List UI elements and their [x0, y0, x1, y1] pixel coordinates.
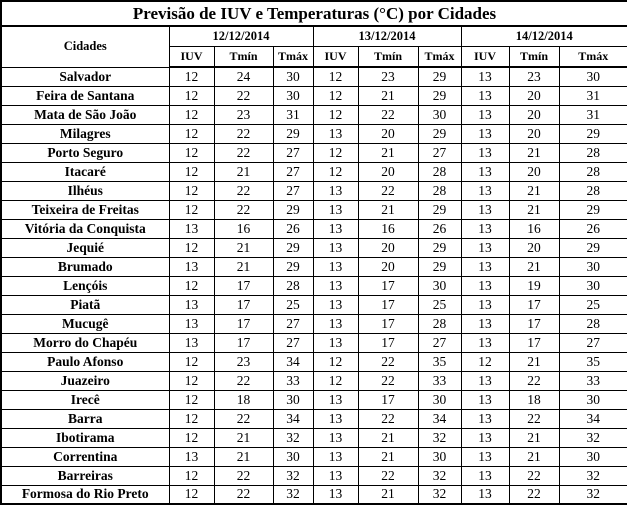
city-cell: Mata de São João — [1, 105, 169, 124]
city-cell: Morro do Chapéu — [1, 333, 169, 352]
value-cell: 31 — [559, 86, 627, 105]
value-cell: 29 — [559, 238, 627, 257]
value-cell: 30 — [559, 276, 627, 295]
value-cell: 21 — [214, 447, 273, 466]
value-cell: 29 — [418, 200, 461, 219]
city-cell: Jequié — [1, 238, 169, 257]
value-cell: 12 — [169, 390, 214, 409]
value-cell: 35 — [559, 352, 627, 371]
value-cell: 21 — [509, 352, 559, 371]
table-row — [1, 219, 627, 238]
subheader-tmin-1: Tmín — [214, 47, 273, 68]
value-cell: 12 — [313, 67, 358, 86]
city-cell: Porto Seguro — [1, 143, 169, 162]
value-cell: 21 — [509, 257, 559, 276]
value-cell: 12 — [169, 105, 214, 124]
table-title: Previsão de IUV e Temperaturas (°C) por Cidades — [1, 1, 627, 26]
value-cell: 34 — [273, 352, 313, 371]
value-cell: 27 — [273, 162, 313, 181]
value-cell: 13 — [313, 124, 358, 143]
value-cell: 12 — [313, 162, 358, 181]
city-cell: Paulo Afonso — [1, 352, 169, 371]
city-cell: Ilhéus — [1, 181, 169, 200]
table-row — [1, 409, 627, 428]
value-cell: 27 — [273, 333, 313, 352]
value-cell: 29 — [418, 257, 461, 276]
value-cell: 13 — [461, 390, 509, 409]
value-cell: 32 — [559, 485, 627, 504]
value-cell: 21 — [358, 200, 418, 219]
value-cell: 30 — [559, 67, 627, 86]
column-header-date-2: 13/12/2014 — [313, 26, 461, 47]
subheader-tmax-3: Tmáx — [559, 47, 627, 68]
value-cell: 13 — [169, 257, 214, 276]
value-cell: 17 — [214, 276, 273, 295]
value-cell: 13 — [461, 219, 509, 238]
value-cell: 22 — [214, 485, 273, 504]
table-row — [1, 143, 627, 162]
value-cell: 12 — [169, 352, 214, 371]
value-cell: 13 — [461, 143, 509, 162]
city-cell: Lençóis — [1, 276, 169, 295]
subheader-tmax-2: Tmáx — [418, 47, 461, 68]
value-cell: 12 — [169, 124, 214, 143]
value-cell: 13 — [169, 295, 214, 314]
value-cell: 22 — [214, 124, 273, 143]
city-cell: Milagres — [1, 124, 169, 143]
value-cell: 34 — [273, 409, 313, 428]
value-cell: 13 — [313, 409, 358, 428]
value-cell: 23 — [214, 105, 273, 124]
value-cell: 22 — [358, 352, 418, 371]
value-cell: 28 — [559, 162, 627, 181]
value-cell: 26 — [273, 219, 313, 238]
value-cell: 22 — [358, 409, 418, 428]
value-cell: 20 — [358, 124, 418, 143]
table-body — [1, 67, 627, 504]
value-cell: 35 — [418, 352, 461, 371]
value-cell: 21 — [509, 428, 559, 447]
value-cell: 13 — [461, 67, 509, 86]
value-cell: 29 — [273, 257, 313, 276]
value-cell: 13 — [461, 124, 509, 143]
table-row — [1, 295, 627, 314]
city-cell: Mucugê — [1, 314, 169, 333]
value-cell: 32 — [418, 428, 461, 447]
value-cell: 21 — [509, 181, 559, 200]
city-cell: Irecê — [1, 390, 169, 409]
value-cell: 13 — [313, 276, 358, 295]
table-row — [1, 105, 627, 124]
value-cell: 12 — [169, 181, 214, 200]
value-cell: 23 — [214, 352, 273, 371]
value-cell: 12 — [169, 67, 214, 86]
value-cell: 22 — [358, 371, 418, 390]
value-cell: 22 — [214, 371, 273, 390]
value-cell: 28 — [418, 162, 461, 181]
value-cell: 13 — [461, 162, 509, 181]
value-cell: 16 — [509, 219, 559, 238]
value-cell: 12 — [169, 428, 214, 447]
city-cell: Salvador — [1, 67, 169, 86]
value-cell: 13 — [313, 428, 358, 447]
value-cell: 20 — [358, 162, 418, 181]
value-cell: 13 — [461, 485, 509, 504]
value-cell: 17 — [358, 276, 418, 295]
value-cell: 30 — [559, 257, 627, 276]
value-cell: 20 — [358, 238, 418, 257]
value-cell: 27 — [273, 314, 313, 333]
value-cell: 27 — [418, 143, 461, 162]
value-cell: 12 — [313, 105, 358, 124]
value-cell: 26 — [418, 219, 461, 238]
value-cell: 18 — [214, 390, 273, 409]
table-row — [1, 162, 627, 181]
value-cell: 17 — [509, 314, 559, 333]
value-cell: 12 — [169, 466, 214, 485]
value-cell: 12 — [313, 352, 358, 371]
value-cell: 21 — [214, 162, 273, 181]
value-cell: 22 — [509, 409, 559, 428]
value-cell: 25 — [559, 295, 627, 314]
value-cell: 22 — [509, 371, 559, 390]
value-cell: 28 — [559, 143, 627, 162]
value-cell: 30 — [418, 276, 461, 295]
value-cell: 13 — [461, 466, 509, 485]
table-row — [1, 352, 627, 371]
value-cell: 20 — [509, 124, 559, 143]
value-cell: 22 — [358, 105, 418, 124]
value-cell: 13 — [169, 333, 214, 352]
value-cell: 30 — [273, 86, 313, 105]
value-cell: 21 — [358, 86, 418, 105]
value-cell: 13 — [461, 276, 509, 295]
value-cell: 12 — [169, 238, 214, 257]
value-cell: 21 — [358, 143, 418, 162]
value-cell: 23 — [358, 67, 418, 86]
value-cell: 27 — [559, 333, 627, 352]
value-cell: 30 — [418, 390, 461, 409]
value-cell: 27 — [273, 143, 313, 162]
value-cell: 13 — [313, 447, 358, 466]
value-cell: 28 — [418, 181, 461, 200]
value-cell: 18 — [509, 390, 559, 409]
value-cell: 17 — [509, 295, 559, 314]
value-cell: 30 — [559, 447, 627, 466]
value-cell: 13 — [461, 200, 509, 219]
value-cell: 30 — [418, 105, 461, 124]
value-cell: 13 — [461, 295, 509, 314]
value-cell: 12 — [169, 409, 214, 428]
value-cell: 21 — [214, 257, 273, 276]
value-cell: 13 — [313, 219, 358, 238]
value-cell: 13 — [461, 181, 509, 200]
value-cell: 26 — [559, 219, 627, 238]
city-cell: Barra — [1, 409, 169, 428]
value-cell: 12 — [169, 276, 214, 295]
city-cell: Ibotirama — [1, 428, 169, 447]
value-cell: 34 — [418, 409, 461, 428]
table-row — [1, 447, 627, 466]
value-cell: 20 — [509, 86, 559, 105]
column-header-date-3: 14/12/2014 — [461, 26, 627, 47]
city-cell: Formosa do Rio Preto — [1, 485, 169, 504]
value-cell: 16 — [214, 219, 273, 238]
value-cell: 12 — [169, 371, 214, 390]
value-cell: 27 — [418, 333, 461, 352]
city-cell: Barreiras — [1, 466, 169, 485]
value-cell: 13 — [313, 466, 358, 485]
value-cell: 12 — [169, 143, 214, 162]
value-cell: 13 — [169, 219, 214, 238]
value-cell: 33 — [559, 371, 627, 390]
value-cell: 29 — [559, 124, 627, 143]
value-cell: 20 — [358, 257, 418, 276]
city-cell: Piatã — [1, 295, 169, 314]
subheader-iuv-3: IUV — [461, 47, 509, 68]
value-cell: 22 — [214, 409, 273, 428]
value-cell: 13 — [461, 447, 509, 466]
value-cell: 13 — [461, 333, 509, 352]
city-cell: Teixeira de Freitas — [1, 200, 169, 219]
value-cell: 29 — [418, 124, 461, 143]
value-cell: 28 — [273, 276, 313, 295]
value-cell: 30 — [273, 390, 313, 409]
value-cell: 17 — [358, 390, 418, 409]
value-cell: 17 — [214, 295, 273, 314]
table-row — [1, 428, 627, 447]
value-cell: 12 — [313, 143, 358, 162]
value-cell: 30 — [559, 390, 627, 409]
value-cell: 13 — [169, 314, 214, 333]
value-cell: 21 — [358, 428, 418, 447]
table-row — [1, 390, 627, 409]
value-cell: 33 — [418, 371, 461, 390]
value-cell: 22 — [214, 181, 273, 200]
city-cell: Itacaré — [1, 162, 169, 181]
value-cell: 13 — [313, 295, 358, 314]
value-cell: 12 — [169, 200, 214, 219]
subheader-tmin-2: Tmín — [358, 47, 418, 68]
value-cell: 32 — [273, 485, 313, 504]
value-cell: 23 — [509, 67, 559, 86]
value-cell: 13 — [461, 428, 509, 447]
table-row — [1, 333, 627, 352]
subheader-tmin-3: Tmín — [509, 47, 559, 68]
value-cell: 29 — [418, 86, 461, 105]
city-cell: Feira de Santana — [1, 86, 169, 105]
value-cell: 13 — [461, 257, 509, 276]
value-cell: 17 — [358, 333, 418, 352]
city-cell: Vitória da Conquista — [1, 219, 169, 238]
subheader-iuv-2: IUV — [313, 47, 358, 68]
value-cell: 22 — [214, 200, 273, 219]
value-cell: 13 — [313, 485, 358, 504]
value-cell: 13 — [313, 181, 358, 200]
value-cell: 22 — [214, 143, 273, 162]
table-row — [1, 257, 627, 276]
value-cell: 20 — [509, 162, 559, 181]
value-cell: 28 — [559, 314, 627, 333]
value-cell: 19 — [509, 276, 559, 295]
value-cell: 21 — [509, 143, 559, 162]
value-cell: 22 — [214, 86, 273, 105]
table-row — [1, 67, 627, 86]
table-row — [1, 276, 627, 295]
value-cell: 20 — [509, 105, 559, 124]
value-cell: 13 — [313, 257, 358, 276]
date-header-row — [1, 26, 627, 47]
value-cell: 17 — [214, 314, 273, 333]
column-header-cidades: Cidades — [1, 26, 169, 67]
value-cell: 21 — [358, 447, 418, 466]
value-cell: 13 — [313, 390, 358, 409]
value-cell: 32 — [559, 428, 627, 447]
value-cell: 13 — [313, 200, 358, 219]
value-cell: 25 — [273, 295, 313, 314]
value-cell: 17 — [358, 314, 418, 333]
value-cell: 13 — [461, 371, 509, 390]
value-cell: 21 — [509, 200, 559, 219]
value-cell: 13 — [313, 333, 358, 352]
value-cell: 20 — [509, 238, 559, 257]
value-cell: 13 — [461, 86, 509, 105]
table-row — [1, 200, 627, 219]
table-row — [1, 466, 627, 485]
value-cell: 12 — [169, 86, 214, 105]
value-cell: 13 — [313, 314, 358, 333]
value-cell: 29 — [273, 124, 313, 143]
value-cell: 22 — [358, 181, 418, 200]
value-cell: 32 — [418, 466, 461, 485]
value-cell: 30 — [273, 67, 313, 86]
value-cell: 22 — [509, 485, 559, 504]
value-cell: 31 — [559, 105, 627, 124]
value-cell: 12 — [169, 485, 214, 504]
value-cell: 17 — [509, 333, 559, 352]
value-cell: 34 — [559, 409, 627, 428]
city-cell: Brumado — [1, 257, 169, 276]
table-row — [1, 181, 627, 200]
value-cell: 13 — [169, 447, 214, 466]
value-cell: 16 — [358, 219, 418, 238]
table-row — [1, 371, 627, 390]
subheader-iuv-1: IUV — [169, 47, 214, 68]
value-cell: 32 — [273, 428, 313, 447]
value-cell: 21 — [509, 447, 559, 466]
value-cell: 21 — [214, 238, 273, 257]
value-cell: 32 — [273, 466, 313, 485]
value-cell: 30 — [273, 447, 313, 466]
value-cell: 32 — [559, 466, 627, 485]
value-cell: 12 — [461, 352, 509, 371]
table-row — [1, 124, 627, 143]
value-cell: 12 — [313, 86, 358, 105]
city-cell: Correntina — [1, 447, 169, 466]
title-row — [1, 1, 627, 26]
value-cell: 13 — [461, 314, 509, 333]
value-cell: 12 — [169, 162, 214, 181]
value-cell: 27 — [273, 181, 313, 200]
value-cell: 29 — [273, 238, 313, 257]
column-header-date-1: 12/12/2014 — [169, 26, 313, 47]
value-cell: 28 — [559, 181, 627, 200]
value-cell: 22 — [214, 466, 273, 485]
value-cell: 17 — [358, 295, 418, 314]
table-row — [1, 314, 627, 333]
value-cell: 13 — [461, 238, 509, 257]
table-row — [1, 485, 627, 504]
value-cell: 21 — [214, 428, 273, 447]
value-cell: 13 — [461, 105, 509, 124]
table-row — [1, 86, 627, 105]
value-cell: 32 — [418, 485, 461, 504]
value-cell: 29 — [418, 238, 461, 257]
value-cell: 31 — [273, 105, 313, 124]
table-row — [1, 238, 627, 257]
value-cell: 29 — [273, 200, 313, 219]
value-cell: 30 — [418, 447, 461, 466]
value-cell: 29 — [559, 200, 627, 219]
city-cell: Juazeiro — [1, 371, 169, 390]
value-cell: 24 — [214, 67, 273, 86]
value-cell: 29 — [418, 67, 461, 86]
value-cell: 28 — [418, 314, 461, 333]
value-cell: 25 — [418, 295, 461, 314]
value-cell: 17 — [214, 333, 273, 352]
value-cell: 12 — [313, 371, 358, 390]
subheader-tmax-1: Tmáx — [273, 47, 313, 68]
value-cell: 13 — [313, 238, 358, 257]
value-cell: 13 — [461, 409, 509, 428]
value-cell: 33 — [273, 371, 313, 390]
value-cell: 21 — [358, 485, 418, 504]
value-cell: 22 — [509, 466, 559, 485]
value-cell: 22 — [358, 466, 418, 485]
